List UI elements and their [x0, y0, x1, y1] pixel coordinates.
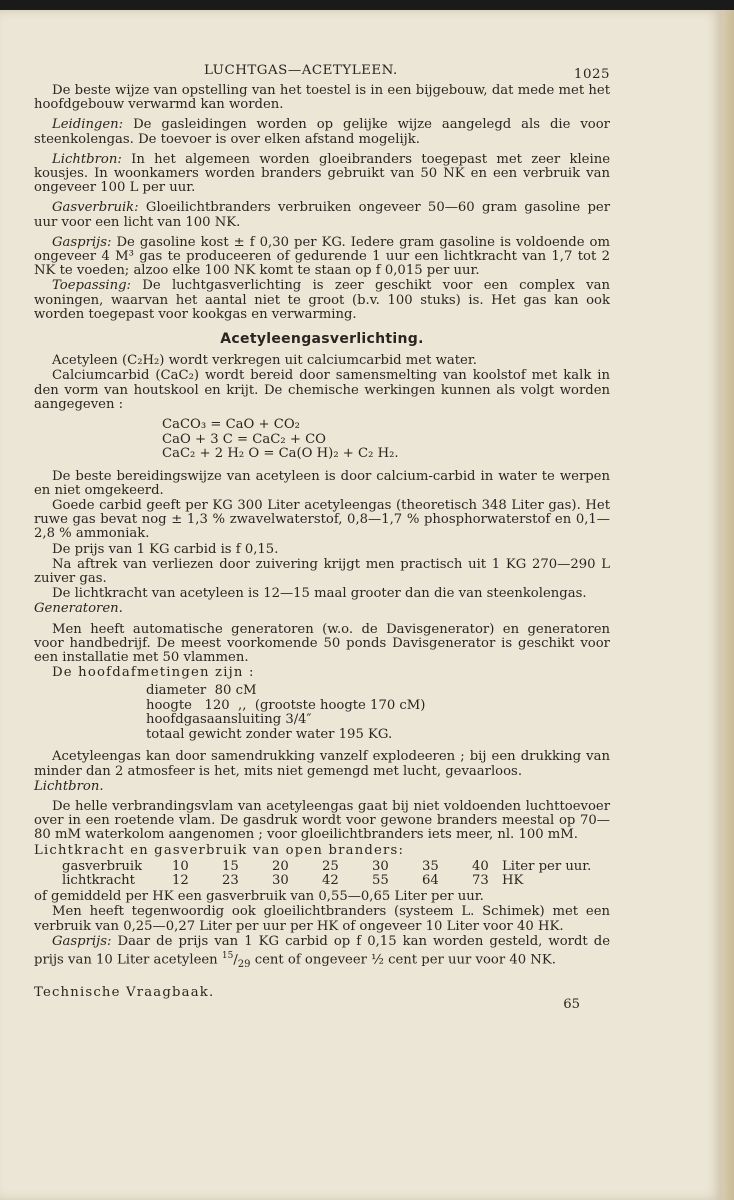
paragraph	[34, 153, 610, 196]
running-header	[34, 62, 610, 84]
page-content	[34, 62, 610, 1013]
table-label: lichtkracht	[62, 873, 135, 889]
paragraph: Acetyleen (C₂H₂) wordt verkregen uit calciumcarbid met water.	[52, 353, 477, 369]
table-cell: 55	[372, 873, 389, 889]
paragraph-lead: Toepassing:	[52, 278, 131, 294]
fraction-numerator: 15	[221, 951, 234, 962]
paragraph-text: De gasoline kost ± f 0,30 per KG. Iedere gram gasoline is voldoende om ongeveer 4 M³ gas te produceeren of gedurende 1 uur een lichtkracht van 1,7 tot 2 NK te voeden; alzoo elke 100 NK komt te staan op f 0,015 per uur.	[34, 234, 610, 279]
spec-line: totaal gewicht zonder water 195 KG.	[146, 726, 393, 742]
spec-list	[146, 684, 610, 742]
paragraph: De prijs van 1 KG carbid is f 0,15.	[52, 541, 279, 557]
table-cell: 10	[172, 858, 189, 874]
subheading: Generatoren.	[34, 601, 123, 617]
table-cell: 35	[422, 858, 439, 874]
table-cell: 23	[222, 873, 239, 889]
header-title: LUCHTGAS—ACETYLEEN.	[204, 63, 398, 78]
page-number: 1025	[573, 67, 610, 82]
paragraph-lead: Gasprijs:	[52, 234, 112, 250]
spec-line: hoogte 120 ,, (grootste hoogte 170 cM)	[146, 697, 426, 713]
chemical-formulas	[162, 418, 610, 462]
paragraph-text: De luchtgasverlichting is zeer geschikt voor een complex van woningen, waarvan het aantal niet te groot (b.v. 100 stuks) is. Het gas kan ook worden toegepast voor kookgas en verwarming.	[34, 278, 610, 322]
fraction-denominator: 29	[237, 959, 251, 971]
formula-line: CaC₂ + 2 H₂ O = Ca(O H)₂ + C₂ H₂.	[162, 446, 399, 462]
table-row	[62, 860, 591, 874]
paragraph: Men heeft automatische generatoren (w.o. de Davisgenerator) en generatoren voor handbedrijf. De meest voorkomende 50 ponds Davisgenerator is geschikt voor een installatie met 50 vlammen.	[34, 621, 610, 665]
paragraph	[34, 118, 610, 146]
section-title: Acetyleengasverlichting.	[220, 331, 424, 348]
paragraph	[34, 201, 610, 229]
subheading: Lichtbron.	[34, 778, 104, 794]
paragraph: De beste wijze van opstelling van het toestel is in een bijgebouw, dat mede met het hoofdgebouw verwarmd kan worden.	[34, 83, 610, 113]
paragraph	[34, 279, 610, 322]
formula-line: CaCO₃ = CaO + CO₂	[162, 417, 300, 433]
table-cell: 42	[322, 873, 339, 889]
page-footer	[34, 985, 610, 1013]
table-unit: HK	[502, 873, 524, 889]
footer-title: Technische Vraagbaak.	[34, 985, 215, 1001]
table-cell: 30	[372, 858, 389, 874]
paragraph: of gemiddeld per HK een gasverbruik van 0,55—0,65 Liter per uur.	[34, 889, 484, 905]
paragraph: Calciumcarbid (CaC₂) wordt bereid door samensmelting van koolstof met kalk in den vorm van houtskool en krijt. De chemische werkingen kunnen als volgt worden aangegeven :	[34, 368, 610, 412]
table-cell: 15	[222, 858, 239, 874]
paragraph: De helle verbrandingsvlam van acetyleengas gaat bij niet voldoenden luchttoevoer over in een roetende vlam. De gasdruk wordt voor gewone branders meestal op 70—80 mM waterkolom aangenomen ; voor gloeilichtbranders iets meer, nl. 100 mM.	[34, 799, 610, 843]
paragraph: De lichtkracht van acetyleen is 12—15 maal grooter dan die van steenkolengas.	[52, 586, 587, 602]
table-cell: 30	[272, 873, 289, 889]
page-edge	[722, 10, 734, 1200]
paragraph	[34, 236, 610, 279]
spec-line: diameter 80 cM	[146, 683, 257, 699]
spec-line: hoofdgasaansluiting 3/4″	[146, 712, 312, 728]
table-cell: 73	[472, 873, 489, 889]
table-cell: 20	[272, 858, 289, 874]
paragraph: Acetyleengas kan door samendrukking vanzelf explodeeren ; bij een drukking van minder dan 2 atmosfeer is het, mits niet gemengd met lucht, gevaarloos.	[34, 749, 610, 779]
paragraph-lead: Lichtbron:	[52, 151, 122, 167]
table-cell: 40	[472, 858, 489, 874]
table-cell: 25	[322, 858, 339, 874]
table-cell: 12	[172, 873, 189, 889]
paragraph-lead: Gasprijs:	[52, 933, 112, 949]
table-unit: Liter per uur.	[502, 858, 592, 874]
paragraph-text: In het algemeen worden gloeibranders toegepast met zeer kleine kousjes. In woonkamers worden branders gebruikt van 50 NK en een verbruik van ongeveer 100 L per uur.	[34, 151, 610, 196]
paragraph-lead: Gasverbruik:	[52, 200, 139, 216]
formula-line: CaO + 3 C = CaC₂ + CO	[162, 431, 326, 447]
table-row	[62, 874, 591, 888]
paragraph: Lichtkracht en gasverbruik van open branders:	[34, 842, 405, 858]
signature-number: 65	[563, 997, 580, 1013]
paragraph-text: De gasleidingen worden op gelijke wijze aangelegd als die voor steenkolengas. De toevoer is over elken afstand mogelijk.	[34, 117, 610, 147]
table-label: gasverbruik	[62, 858, 143, 874]
paragraph: Goede carbid geeft per KG 300 Liter acetyleengas (theoretisch 348 Liter gas). Het ruwe gas bevat nog ± 1,3 % zwavelwaterstof, 0,8—1,7 % phosphorwaterstof en 0,1—2,8 % ammoniak.	[34, 497, 610, 542]
paragraph: Men heeft tegenwoordig ook gloeilichtbranders (systeem L. Schimek) met een verbruik van 0,25—0,27 Liter per uur per HK of ongeveer 10 Liter voor 40 HK.	[34, 904, 610, 934]
paragraph: De beste bereidingswijze van acetyleen is door calcium-carbid in water te werpen en niet omgekeerd.	[34, 468, 610, 498]
table-cell: 64	[422, 873, 439, 889]
paragraph: Gasprijs: Daar de prijs van 1 KG carbid op f 0,15 kan worden gesteld, wordt de prijs van 10 Liter acetyleen $^{15}/_{29}$ cent of ongeveer ½ cent per uur voor 40 NK.	[34, 933, 610, 971]
burner-table	[62, 860, 591, 888]
paragraph-lead: Leidingen:	[52, 117, 124, 133]
paragraph-text: Gloeilichtbranders verbruiken ongeveer 50—60 gram gasoline per uur voor een licht van 100 NK.	[34, 200, 610, 230]
paragraph-text: cent of ongeveer ½ cent per uur voor 40 NK.	[250, 952, 556, 968]
paragraph-text: Daar de prijs van 1 KG carbid op f 0,15 kan worden gesteld, wordt de prijs van 10 Liter acetyleen	[34, 933, 610, 968]
paragraph: De hoofdafmetingen zijn :	[52, 665, 255, 681]
paragraph: Na aftrek van verliezen door zuivering krijgt men practisch uit 1 KG 270—290 L zuiver gas.	[34, 556, 610, 586]
